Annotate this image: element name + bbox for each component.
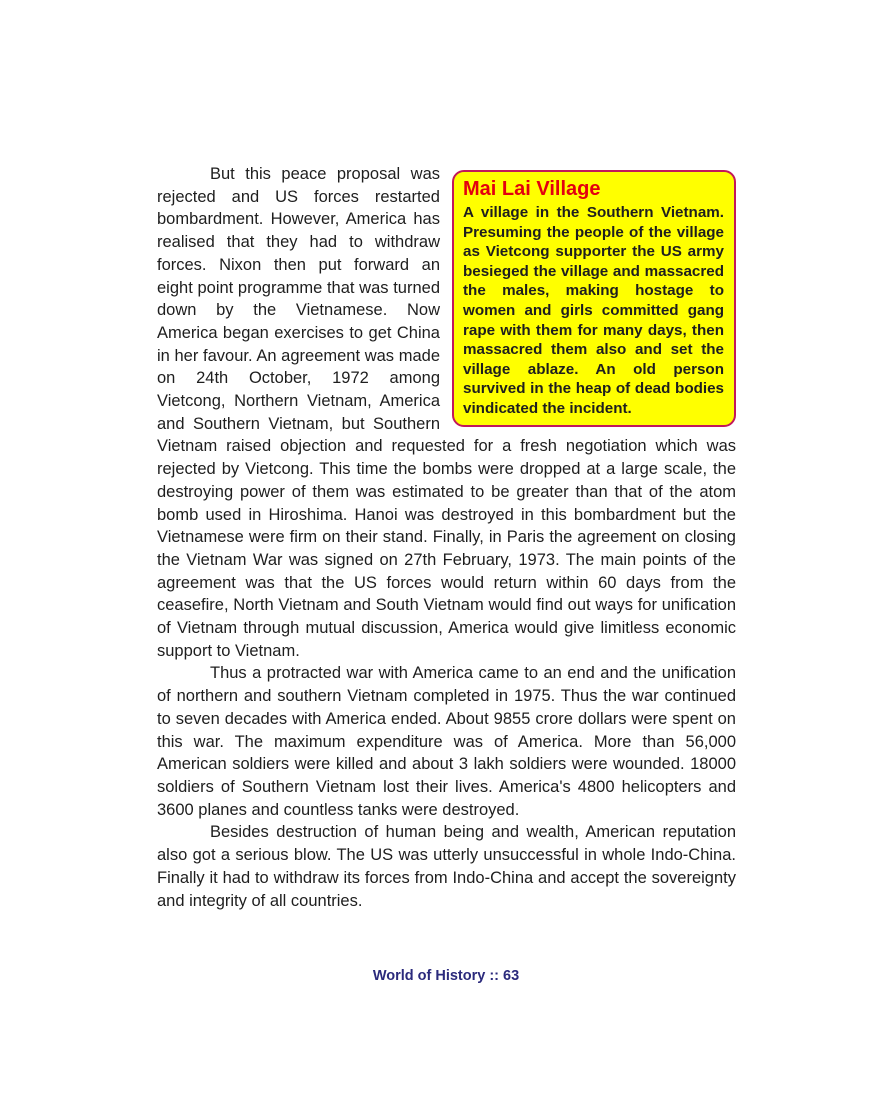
paragraph-1: But this peace proposal was rejected and US forces restarted bombardment. However, America has realised that they had to withdraw forces. Nixon then put forward an eight point programme that was turned down by the Vietnamese. Now America began exercises to get China in her favour. An agreement was made on 24th October, 1972 among Vietcong, Northern Vietnam, America and Southern Vietnam, but Southern Vietnam raised objection and requested for a fresh negotiation which was rejected by Vietcong. This time the bombs were dropped at a large scale, the destroying power of them was estimated to be greater than that of the atom bomb used in Hiroshima. Hanoi was destroyed in this bombardment but the Vietnamese were firm on their stand. Finally, in Paris the agreement on closing the Vietnam War was signed on 27th February, 1973. The main points of the agreement was that the US forces would return within 60 days from the ceasefire, North Vietnam and South Vietnam would find out ways for unification of Vietnam through mutual discussion, America would give limitless economic support to Vietnam. [157,165,736,660]
paragraph-3: Besides destruction of human being and wealth, American reputation also got a serious blow. The US was utterly unsuccessful in whole Indo-China. Finally it had to withdraw its forces from Indo-China and accept the sovereignty and integrity of all countries. [157,823,736,910]
paragraph-2: Thus a protracted war with America came to an end and the unification of northern and southern Vietnam completed in 1975. Thus the war continued to seven decades with America ended. About 9855 crore dollars were spent on this war. The maximum expenditure was of America. More than 56,000 American soldiers were killed and about 3 lakh soldiers were wounded. 18000 soldiers of Southern Vietnam lost their lives. America's 4800 helicopters and 3600 planes and countless tanks were destroyed. [157,664,736,819]
mai-lai-village-box [452,170,736,427]
page-content [157,163,736,912]
box-title: Mai Lai Village [463,178,601,200]
box-body: A village in the Southern Vietnam. Presuming the people of the village as Vietcong supporter the US army besieged the village and massacred the males, making hostage to women and girls committed gang rape with them for many days, then massacred them also and set the village ablaze. An old person survived in the heap of dead bodies vindicated the incident. [463,204,724,417]
page-footer: World of History :: 63 [372,968,520,984]
